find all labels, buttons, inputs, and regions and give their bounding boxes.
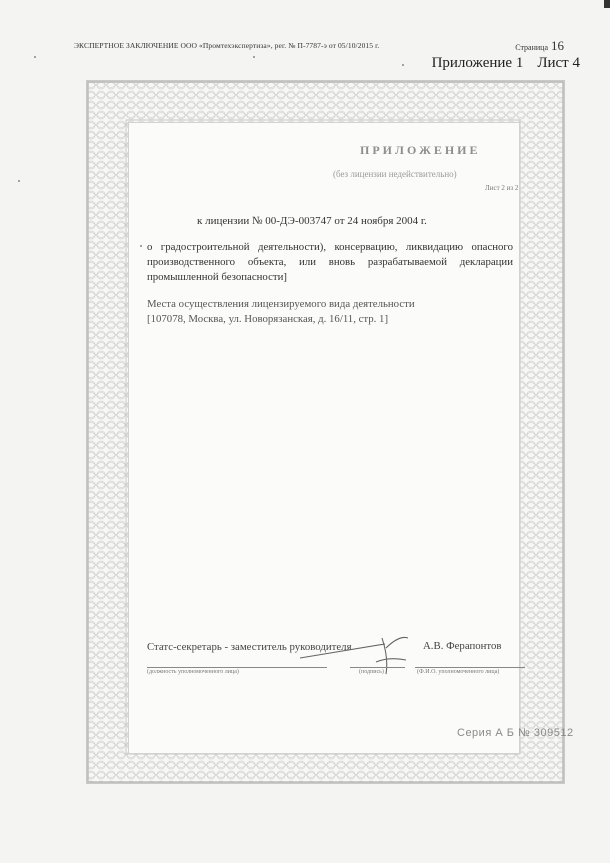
sheet-counter: Лист 2 из 2 <box>485 184 519 192</box>
document-subtitle: (без лицензии недействительно) <box>333 169 457 179</box>
expert-conclusion-header: ЭКСПЕРТНОЕ ЗАКЛЮЧЕНИЕ ООО «Промтехэкспертиза», рег. № П-7787-э от 05/10/2015 г. <box>74 41 380 50</box>
handwritten-signature <box>290 618 420 678</box>
speck <box>402 64 404 66</box>
document-title: ПРИЛОЖЕНИЕ <box>360 143 481 157</box>
appendix-sheet: Лист 4 <box>537 55 580 71</box>
caption-signature: (подпись) <box>359 669 384 675</box>
speck <box>34 56 36 58</box>
bullet-dot <box>140 245 142 247</box>
activity-description: о градостроительной деятельности), консервацию, ликвидацию опасного производственного объекта, или вновь разрабатываемой декларации промышленной безопасности] <box>147 241 513 283</box>
caption-name: (Ф.И.О. уполномоченного лица) <box>417 669 500 675</box>
position-line <box>147 667 327 668</box>
signatory-name: А.В. Ферапонтов <box>423 640 502 652</box>
signature-line <box>350 667 405 668</box>
location-address: [107078, Москва, ул. Новорязанская, д. 16/11, стр. 1] <box>147 313 389 325</box>
location-label: Места осуществления лицензируемого вида деятельности <box>147 298 415 310</box>
caption-position: (должность уполномоченного лица) <box>147 669 239 675</box>
page-number: 16 <box>551 38 564 53</box>
page-indicator <box>515 38 564 54</box>
activity-location <box>147 297 513 327</box>
speck <box>253 56 255 58</box>
signatory-position: Статс-секретарь - заместитель руководителя <box>147 641 352 653</box>
form-serial-number: Серия А Б № 309512 <box>457 727 574 739</box>
name-line <box>415 667 525 668</box>
page-label: Страница <box>515 43 548 52</box>
appendix-label: Приложение 1 <box>431 55 524 71</box>
speck <box>18 180 20 182</box>
appendix-heading <box>432 55 580 72</box>
corner-mark <box>604 0 610 8</box>
license-reference: к лицензии № 00-ДЭ-003747 от 24 ноября 2004 г. <box>197 215 427 227</box>
